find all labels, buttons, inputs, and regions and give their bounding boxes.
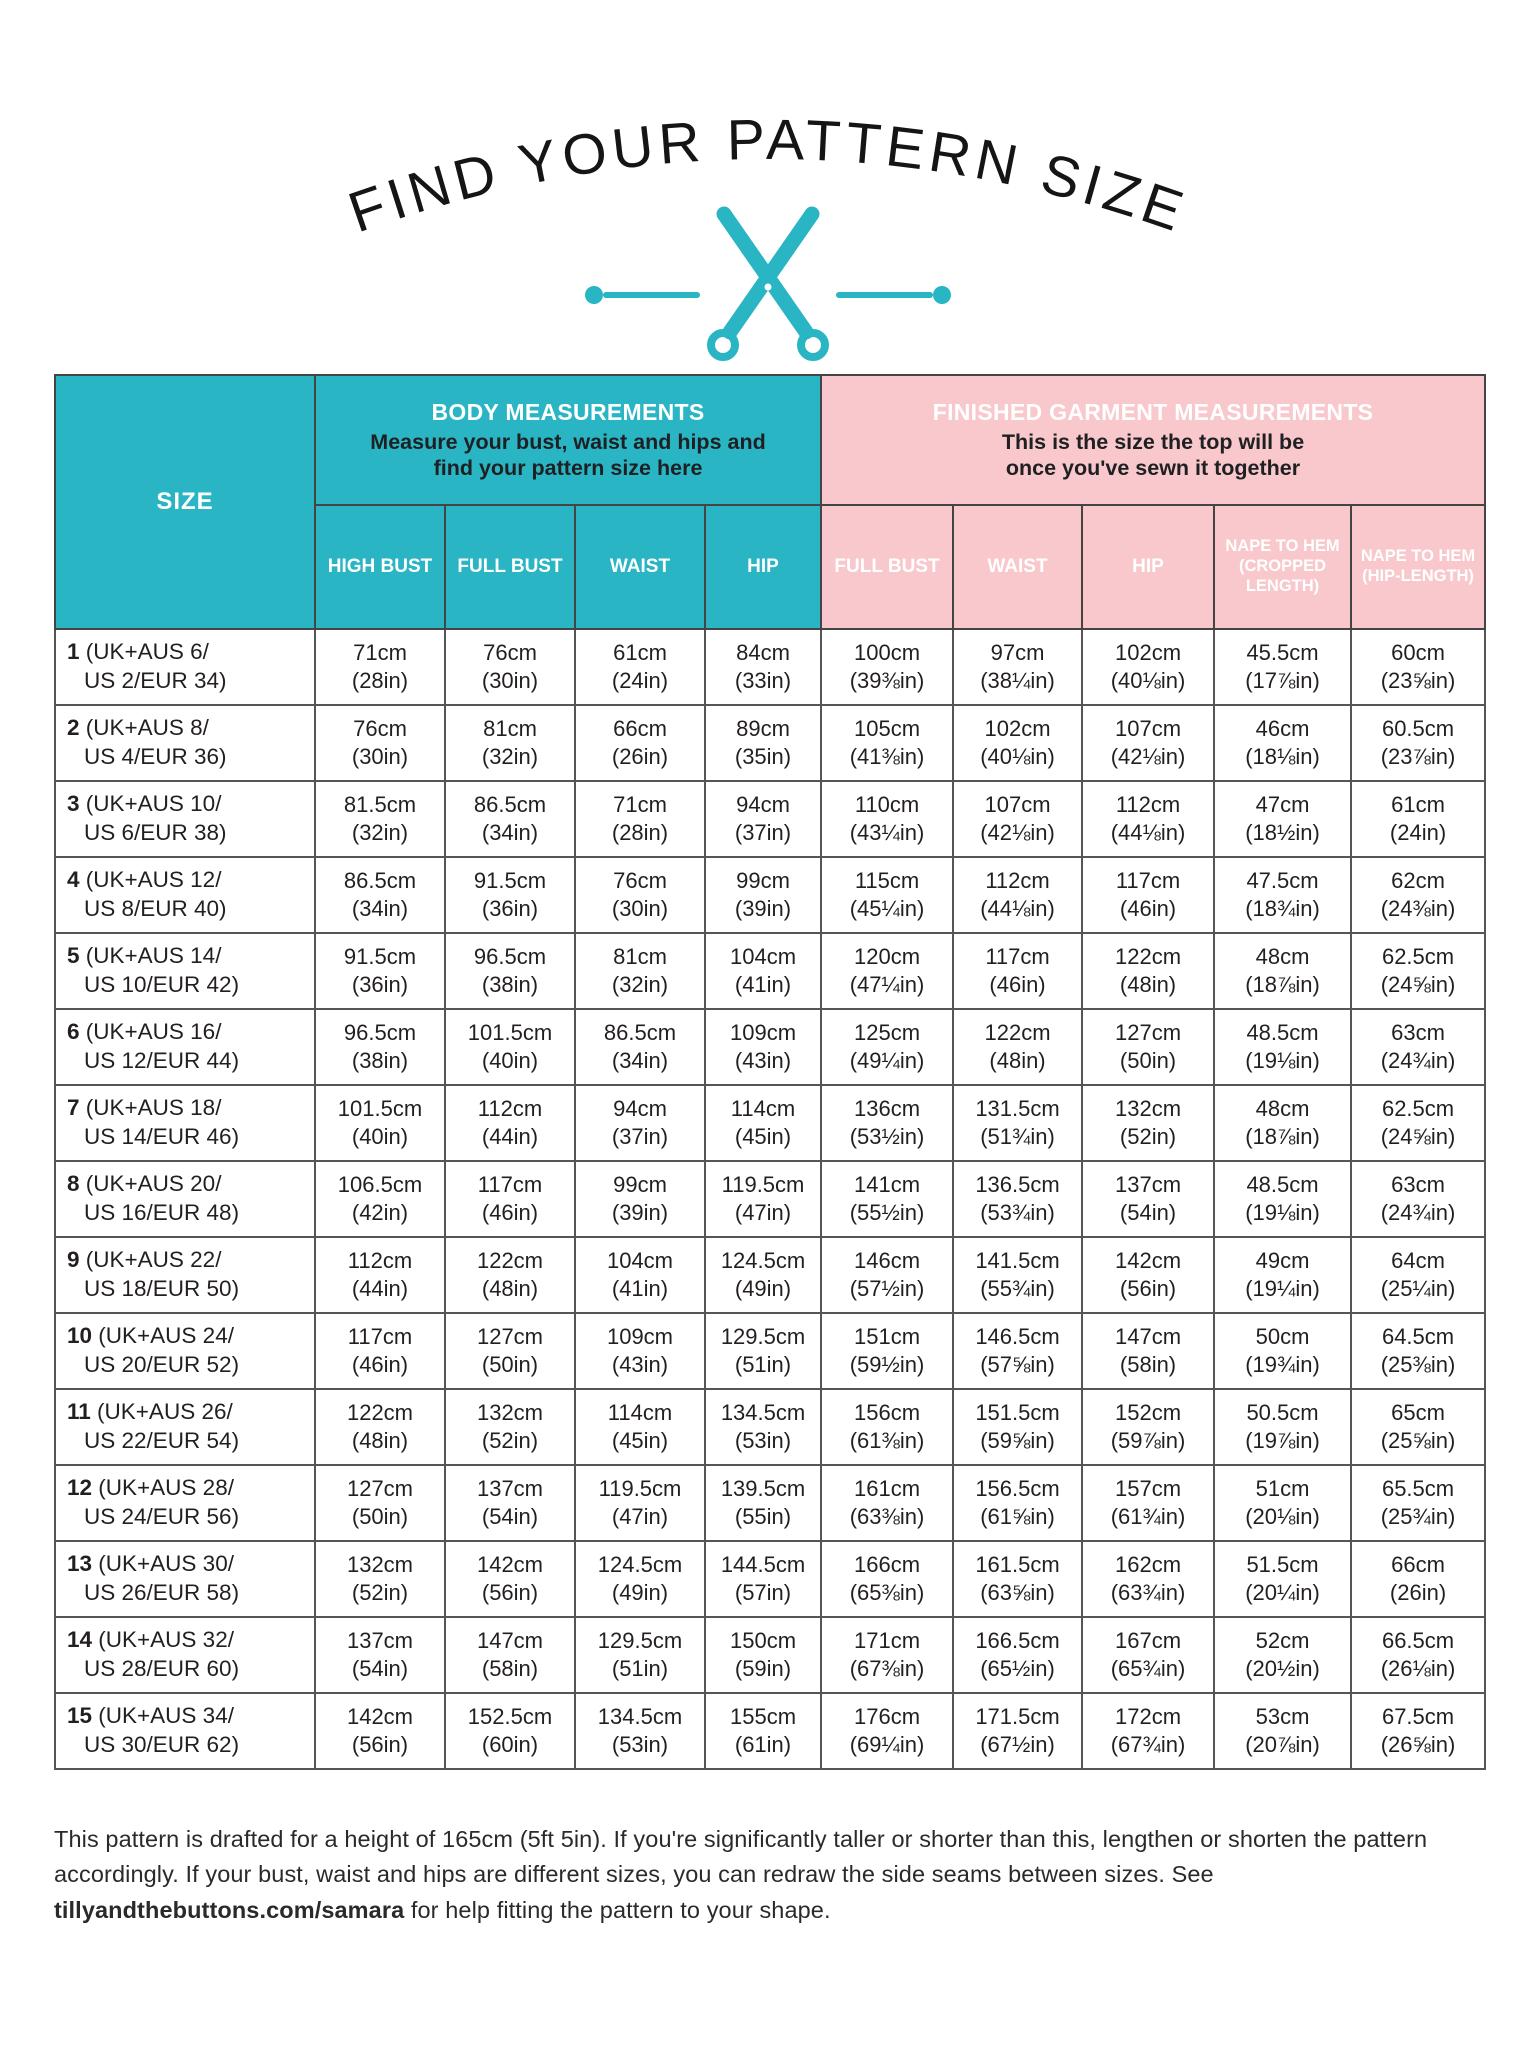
measurement-cell: 63cm (24¾in): [1351, 1009, 1485, 1085]
measurement-cell: 63cm (24¾in): [1351, 1161, 1485, 1237]
measurement-cell: 156.5cm (61⅝in): [953, 1465, 1082, 1541]
measurement-cell: 146cm (57½in): [821, 1237, 953, 1313]
measurement-cell: 48.5cm (19⅛in): [1214, 1009, 1351, 1085]
size-chart-body: [55, 629, 1485, 1769]
footnote-url: tillyandthebuttons.com/samara: [54, 1896, 405, 1923]
col-header-fin-hip: HIP: [1082, 505, 1214, 629]
measurement-cell: 137cm (54in): [445, 1465, 575, 1541]
measurement-cell: 156cm (61⅜in): [821, 1389, 953, 1465]
measurement-cell: 150cm (59in): [705, 1617, 821, 1693]
body-measurements-subtitle: Measure your bust, waist and hips and find your pattern size here: [370, 429, 766, 480]
measurement-cell: 71cm (28in): [315, 629, 445, 705]
footnote: This pattern is drafted for a height of 165cm (5ft 5in). If you're significantly taller or shorter than this, lengthen or shorten the pattern accordingly. If your bust, waist and hips are different sizes, you can redraw the side seams between sizes. See tillyandthebuttons.com/samara for help fitting the pattern to your shape.: [54, 1826, 1428, 1923]
measurement-cell: 47cm (18½in): [1214, 781, 1351, 857]
col-header-full-bust: FULL BUST: [445, 505, 575, 629]
measurement-cell: 104cm (41in): [575, 1237, 705, 1313]
measurement-cell: 127cm (50in): [1082, 1009, 1214, 1085]
measurement-cell: 127cm (50in): [315, 1465, 445, 1541]
measurement-cell: 117cm (46in): [1082, 857, 1214, 933]
measurement-cell: 71cm (28in): [575, 781, 705, 857]
measurement-cell: 47.5cm (18¾in): [1214, 857, 1351, 933]
measurement-cell: 91.5cm (36in): [445, 857, 575, 933]
size-label: 15 (UK+AUS 34/ US 30/EUR 62): [55, 1693, 315, 1769]
measurement-cell: 114cm (45in): [705, 1085, 821, 1161]
measurement-cell: 167cm (65¾in): [1082, 1617, 1214, 1693]
measurement-cell: 48cm (18⅞in): [1214, 1085, 1351, 1161]
measurement-cell: 157cm (61¾in): [1082, 1465, 1214, 1541]
measurement-cell: 65.5cm (25¾in): [1351, 1465, 1485, 1541]
measurement-cell: 101.5cm (40in): [315, 1085, 445, 1161]
table-row: [55, 857, 1485, 933]
measurement-cell: 132cm (52in): [315, 1541, 445, 1617]
size-label: 3 (UK+AUS 10/ US 6/EUR 38): [55, 781, 315, 857]
measurement-cell: 107cm (42⅛in): [953, 781, 1082, 857]
measurement-cell: 99cm (39in): [705, 857, 821, 933]
measurement-cell: 122cm (48in): [315, 1389, 445, 1465]
measurement-cell: 137cm (54in): [1082, 1161, 1214, 1237]
measurement-cell: 139.5cm (55in): [705, 1465, 821, 1541]
measurement-cell: 142cm (56in): [315, 1693, 445, 1769]
measurement-cell: 76cm (30in): [315, 705, 445, 781]
measurement-cell: 66cm (26in): [1351, 1541, 1485, 1617]
col-header-fin-full-bust: FULL BUST: [821, 505, 953, 629]
measurement-cell: 66.5cm (26⅛in): [1351, 1617, 1485, 1693]
table-row: [55, 1465, 1485, 1541]
measurement-cell: 141cm (55½in): [821, 1161, 953, 1237]
body-measurements-title: BODY MEASUREMENTS: [431, 398, 705, 425]
measurement-cell: 106.5cm (42in): [315, 1161, 445, 1237]
size-label: 11 (UK+AUS 26/ US 22/EUR 54): [55, 1389, 315, 1465]
measurement-cell: 97cm (38¼in): [953, 629, 1082, 705]
col-header-waist: WAIST: [575, 505, 705, 629]
measurement-cell: 122cm (48in): [953, 1009, 1082, 1085]
measurement-cell: 129.5cm (51in): [705, 1313, 821, 1389]
table-row: [55, 1085, 1485, 1161]
measurement-cell: 110cm (43¼in): [821, 781, 953, 857]
measurement-cell: 171.5cm (67½in): [953, 1693, 1082, 1769]
measurement-cell: 66cm (26in): [575, 705, 705, 781]
measurement-cell: 155cm (61in): [705, 1693, 821, 1769]
measurement-cell: 112cm (44in): [315, 1237, 445, 1313]
measurement-cell: 105cm (41⅜in): [821, 705, 953, 781]
measurement-cell: 117cm (46in): [315, 1313, 445, 1389]
measurement-cell: 100cm (39⅜in): [821, 629, 953, 705]
table-row: [55, 1389, 1485, 1465]
measurement-cell: 109cm (43in): [575, 1313, 705, 1389]
measurement-cell: 119.5cm (47in): [705, 1161, 821, 1237]
measurement-cell: 89cm (35in): [705, 705, 821, 781]
size-label: 7 (UK+AUS 18/ US 14/EUR 46): [55, 1085, 315, 1161]
measurement-cell: 107cm (42⅛in): [1082, 705, 1214, 781]
table-row: [55, 705, 1485, 781]
size-label: 8 (UK+AUS 20/ US 16/EUR 48): [55, 1161, 315, 1237]
measurement-cell: 48cm (18⅞in): [1214, 933, 1351, 1009]
measurement-cell: 62.5cm (24⅝in): [1351, 933, 1485, 1009]
header-logo: [0, 14, 1537, 366]
measurement-cell: 144.5cm (57in): [705, 1541, 821, 1617]
measurement-cell: 65cm (25⅝in): [1351, 1389, 1485, 1465]
measurement-cell: 147cm (58in): [1082, 1313, 1214, 1389]
measurement-cell: 60cm (23⅝in): [1351, 629, 1485, 705]
size-column-header: SIZE: [55, 375, 315, 629]
size-label: 14 (UK+AUS 32/ US 28/EUR 60): [55, 1617, 315, 1693]
measurement-cell: 94cm (37in): [575, 1085, 705, 1161]
measurement-cell: 81.5cm (32in): [315, 781, 445, 857]
measurement-cell: 146.5cm (57⅝in): [953, 1313, 1082, 1389]
measurement-cell: 99cm (39in): [575, 1161, 705, 1237]
size-label: 12 (UK+AUS 28/ US 24/EUR 56): [55, 1465, 315, 1541]
measurement-cell: 112cm (44⅛in): [953, 857, 1082, 933]
size-label: 4 (UK+AUS 12/ US 8/EUR 40): [55, 857, 315, 933]
measurement-cell: 166.5cm (65½in): [953, 1617, 1082, 1693]
measurement-cell: 129.5cm (51in): [575, 1617, 705, 1693]
table-row: [55, 933, 1485, 1009]
measurement-cell: 51cm (20⅛in): [1214, 1465, 1351, 1541]
measurement-cell: 64cm (25¼in): [1351, 1237, 1485, 1313]
measurement-cell: 124.5cm (49in): [705, 1237, 821, 1313]
measurement-cell: 49cm (19¼in): [1214, 1237, 1351, 1313]
measurement-cell: 136.5cm (53¾in): [953, 1161, 1082, 1237]
measurement-cell: 64.5cm (25⅜in): [1351, 1313, 1485, 1389]
size-label: 2 (UK+AUS 8/ US 4/EUR 36): [55, 705, 315, 781]
measurement-cell: 48.5cm (19⅛in): [1214, 1161, 1351, 1237]
col-header-hip: HIP: [705, 505, 821, 629]
measurement-cell: 122cm (48in): [1082, 933, 1214, 1009]
table-row: [55, 1237, 1485, 1313]
measurement-cell: 109cm (43in): [705, 1009, 821, 1085]
measurement-cell: 122cm (48in): [445, 1237, 575, 1313]
measurement-cell: 67.5cm (26⅝in): [1351, 1693, 1485, 1769]
size-label: 9 (UK+AUS 22/ US 18/EUR 50): [55, 1237, 315, 1313]
measurement-cell: 102cm (40⅛in): [1082, 629, 1214, 705]
measurement-cell: 132cm (52in): [1082, 1085, 1214, 1161]
col-header-high-bust: HIGH BUST: [315, 505, 445, 629]
table-row: [55, 1617, 1485, 1693]
measurement-cell: 119.5cm (47in): [575, 1465, 705, 1541]
measurement-cell: 84cm (33in): [705, 629, 821, 705]
measurement-cell: 86.5cm (34in): [315, 857, 445, 933]
measurement-cell: 86.5cm (34in): [445, 781, 575, 857]
measurement-cell: 61cm (24in): [1351, 781, 1485, 857]
measurement-cell: 104cm (41in): [705, 933, 821, 1009]
scissors-icon: [711, 214, 825, 357]
measurement-cell: 172cm (67¾in): [1082, 1693, 1214, 1769]
table-row: [55, 781, 1485, 857]
table-row: [55, 1161, 1485, 1237]
body-measurements-header: [315, 375, 821, 505]
measurement-cell: 61cm (24in): [575, 629, 705, 705]
page-title: FIND YOUR PATTERN SIZE: [340, 107, 1196, 246]
col-header-fin-waist: WAIST: [953, 505, 1082, 629]
measurement-cell: 102cm (40⅛in): [953, 705, 1082, 781]
measurement-cell: 45.5cm (17⅞in): [1214, 629, 1351, 705]
measurement-cell: 76cm (30in): [445, 629, 575, 705]
finished-garment-subtitle: This is the size the top will be once you've sewn it together: [1001, 429, 1305, 480]
measurement-cell: 161.5cm (63⅝in): [953, 1541, 1082, 1617]
finished-garment-title: FINISHED GARMENT MEASUREMENTS: [932, 398, 1374, 425]
measurement-cell: 152.5cm (60in): [445, 1693, 575, 1769]
measurement-cell: 176cm (69¼in): [821, 1693, 953, 1769]
measurement-cell: 166cm (65⅜in): [821, 1541, 953, 1617]
measurement-cell: 52cm (20½in): [1214, 1617, 1351, 1693]
table-row: [55, 1693, 1485, 1769]
measurement-cell: 60.5cm (23⅞in): [1351, 705, 1485, 781]
measurement-cell: 147cm (58in): [445, 1617, 575, 1693]
measurement-cell: 134.5cm (53in): [705, 1389, 821, 1465]
measurement-cell: 152cm (59⅞in): [1082, 1389, 1214, 1465]
table-row: [55, 1541, 1485, 1617]
measurement-cell: 112cm (44in): [445, 1085, 575, 1161]
measurement-cell: 120cm (47¼in): [821, 933, 953, 1009]
measurement-cell: 134.5cm (53in): [575, 1693, 705, 1769]
measurement-cell: 127cm (50in): [445, 1313, 575, 1389]
measurement-cell: 136cm (53½in): [821, 1085, 953, 1161]
measurement-cell: 96.5cm (38in): [445, 933, 575, 1009]
measurement-cell: 50.5cm (19⅞in): [1214, 1389, 1351, 1465]
measurement-cell: 96.5cm (38in): [315, 1009, 445, 1085]
size-label: 6 (UK+AUS 16/ US 12/EUR 44): [55, 1009, 315, 1085]
measurement-cell: 62cm (24⅜in): [1351, 857, 1485, 933]
measurement-cell: 142cm (56in): [445, 1541, 575, 1617]
measurement-cell: 142cm (56in): [1082, 1237, 1214, 1313]
measurement-cell: 101.5cm (40in): [445, 1009, 575, 1085]
measurement-cell: 51.5cm (20¼in): [1214, 1541, 1351, 1617]
size-chart-table: [54, 374, 1486, 1770]
measurement-cell: 115cm (45¼in): [821, 857, 953, 933]
measurement-cell: 125cm (49¼in): [821, 1009, 953, 1085]
table-row: [55, 629, 1485, 705]
measurement-cell: 46cm (18⅛in): [1214, 705, 1351, 781]
measurement-cell: 94cm (37in): [705, 781, 821, 857]
measurement-cell: 161cm (63⅜in): [821, 1465, 953, 1541]
size-label: 5 (UK+AUS 14/ US 10/EUR 42): [55, 933, 315, 1009]
measurement-cell: 117cm (46in): [445, 1161, 575, 1237]
measurement-cell: 132cm (52in): [445, 1389, 575, 1465]
measurement-cell: 162cm (63¾in): [1082, 1541, 1214, 1617]
measurement-cell: 76cm (30in): [575, 857, 705, 933]
measurement-cell: 81cm (32in): [575, 933, 705, 1009]
measurement-cell: 131.5cm (51¾in): [953, 1085, 1082, 1161]
col-header-nape-cropped: NAPE TO HEM (CROPPED LENGTH): [1214, 505, 1351, 629]
measurement-cell: 171cm (67⅜in): [821, 1617, 953, 1693]
measurement-cell: 81cm (32in): [445, 705, 575, 781]
measurement-cell: 124.5cm (49in): [575, 1541, 705, 1617]
measurement-cell: 86.5cm (34in): [575, 1009, 705, 1085]
measurement-cell: 91.5cm (36in): [315, 933, 445, 1009]
size-label: 10 (UK+AUS 24/ US 20/EUR 52): [55, 1313, 315, 1389]
col-header-nape-hip: NAPE TO HEM (HIP-LENGTH): [1351, 505, 1485, 629]
measurement-cell: 141.5cm (55¾in): [953, 1237, 1082, 1313]
finished-garment-header: [821, 375, 1485, 505]
measurement-cell: 114cm (45in): [575, 1389, 705, 1465]
measurement-cell: 50cm (19¾in): [1214, 1313, 1351, 1389]
measurement-cell: 62.5cm (24⅝in): [1351, 1085, 1485, 1161]
size-label: 13 (UK+AUS 30/ US 26/EUR 58): [55, 1541, 315, 1617]
measurement-cell: 151.5cm (59⅝in): [953, 1389, 1082, 1465]
measurement-cell: 112cm (44⅛in): [1082, 781, 1214, 857]
measurement-cell: 53cm (20⅞in): [1214, 1693, 1351, 1769]
table-row: [55, 1313, 1485, 1389]
measurement-cell: 117cm (46in): [953, 933, 1082, 1009]
size-label: 1 (UK+AUS 6/ US 2/EUR 34): [55, 629, 315, 705]
table-row: [55, 1009, 1485, 1085]
measurement-cell: 151cm (59½in): [821, 1313, 953, 1389]
measurement-cell: 137cm (54in): [315, 1617, 445, 1693]
